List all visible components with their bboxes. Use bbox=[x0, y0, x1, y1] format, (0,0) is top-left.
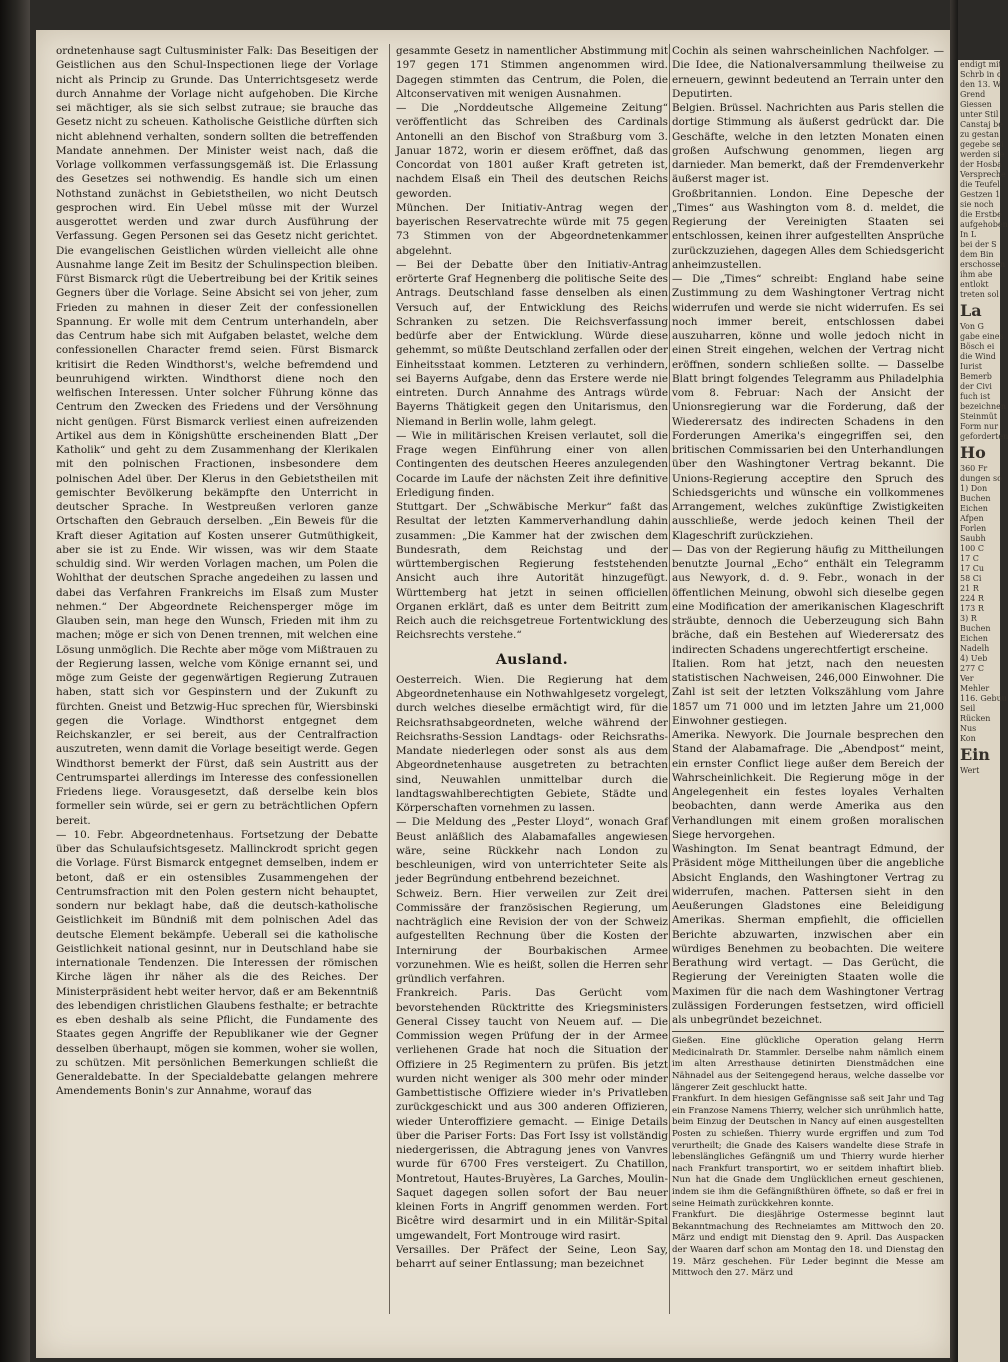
adjacent-page-edge bbox=[958, 60, 1008, 1362]
adjacent-page-fragment: Nadelh bbox=[960, 644, 990, 653]
article-paragraph: Schweiz. Bern. Hier verweilen zur Zeit drei Commissäre der französischen Regierung, um nachträglich eine Revision der von der Schweiz aufgestellten Rechnung über die Kosten der Internirung der Bourbakischen Armee vorzunehmen. Wie es heißt, sollen die Herren sehr gründlich verfahren. bbox=[396, 887, 668, 985]
adjacent-page-fragment: Gestzen 1 bbox=[960, 190, 1001, 199]
adjacent-page-fragment: Ein bbox=[960, 745, 990, 764]
adjacent-page-fragment: entlokt bbox=[960, 280, 989, 289]
article-paragraph: gesammte Gesetz in namentlicher Abstimmung mit 197 gegen 171 Stimmen angenommen wird. Dagegen stimmten das Centrum, die Polen, die Altconservativen mit wenigen Ausnahmen. bbox=[396, 45, 668, 100]
article-paragraph: — 10. Febr. Abgeordnetenhaus. Fortsetzung der Debatte über das Schulaufsichtsgesetz. Mallinckrodt spricht gegen die Vorlage. Fürst Bismarck entgegnet demselben, indem er betont, daß er ein ostensibles Zusammengehen der Centrumsfraction mit den Polen gestern nicht behauptet, sondern nur beklagt habe, daß die deutsch-katholische Geistlichkeit im Bündniß mit dem polnischen Adel das deutsche Element bekämpfe. Ueberall sei die katholische Geistlichkeit national gesinnt, nur in Deutschland habe sie internationale Tendenzen. Die Interessen der römischen Kirche lägen ihr näher als die des Reiches. Der Ministerpräsident hebt weiter hervor, daß er am Bekenntniß des lebendigen christlichen Glaubens festhalte; er betrachte es eben deshalb als seine Pflicht, die Fundamente des Staates gegen Angriffe der Republikaner wie der Gegner desselben überhaupt, mögen sie kommen, woher sie wollen, zu schützen. Mit persönlichen Bemerkungen schließt die Generaldebatte. In der Specialdebatte gelangen mehrere Amendements Bonin's zur Annahme, worauf das bbox=[56, 828, 378, 1098]
adjacent-page-fragment: Nus bbox=[960, 724, 977, 733]
column-rule bbox=[669, 44, 670, 1314]
adjacent-page-fragment: Kon bbox=[960, 734, 976, 743]
article-paragraph: — Die Meldung des „Pester Lloyd“, wonach Graf Beust anläßlich des Alabamafalles angewiesen wäre, seine Rückkehr nach London zu beschleunigen, wird von unterrichteter Seite als jeder Begründung entbehrend bezeichnet. bbox=[396, 816, 668, 886]
adjacent-page-fragment: Bemerb bbox=[960, 372, 992, 381]
adjacent-page-fragment: Buchen bbox=[960, 494, 991, 503]
adjacent-page-fragment: Bösch ei bbox=[960, 342, 995, 351]
article-paragraph: Frankreich. Paris. Das Gerücht vom bevorstehenden Rücktritte des Kriegsministers General Cissey taucht von Neuem auf. — Die Commission wegen Prüfung der in der Armee verliehenen Grade hat noch die Situation der Offiziere in 25 Regimentern zu prüfen. Bis jetzt wurden nicht weniger als 300 mehr oder minder Gambettistische Offiziere wieder in's Privatleben zurückgeschickt und aus 300 anderen Offizieren, wieder Unteroffiziere gemacht. — Einige Details über die Pariser Forts: Das Fort Issy ist vollständig niedergerissen, die Abtragung jenes von Vanvres wurde für 6700 Fres versteigert. Zu Chatillon, Montretout, Hautes-Bruyères, La Garches, Moulin-Saquet dagegen sollen sofort der Bau neuer kleinen Forts in Angriff genommen werden. Fort Bicêtre wird desarmirt und in ein Militär-Spital umgewandelt, Fort Montrouge wird rasirt. bbox=[396, 987, 668, 1242]
adjacent-page-fragment: Schrb in d bbox=[960, 70, 1002, 79]
adjacent-page-fragment: In L bbox=[960, 230, 977, 239]
article-paragraph: — Bei der Debatte über den Initiativ-Antrag erörterte Graf Hegnenberg die politische Seite des Antrags. Deutschland fasse denselben als einen Versuch auf, der Entwicklung des Reichs Schranken zu setzen. Die Reichsverfassung bedürfe aber der Entwicklung. Würde diese gehemmt, so müßte Deutschland zerfallen oder der Einheitsstaat kommen. Letzteren zu verhindern, sei Bayerns Aufgabe, denn das Erstere werde nie eintreten. Durch Annahme des Antrags würde Bayerns Thätigkeit gegen den Unitarismus, den Niemand in Berlin wolle, lahm gelegt. bbox=[396, 258, 669, 428]
adjacent-page-fragment: sie noch bbox=[960, 200, 994, 209]
local-news-item: Frankfurt. In dem hiesigen Gefängnisse saß seit Jahr und Tag ein Franzose Namens Thierry, welcher sich unrühmlich hatte, beim Einzug der Deutschen in Nancy auf einen ausgestellten Posten zu schießen. Thierry wurde ergriffen und zum Tod verurtheilt; die Gnade des Kaisers wandelte diese Strafe in lebenslängliches Gefängniß um und Thierry wurde hierher nach Frankfurt transportirt, wo er seitdem inhaftirt blieb. Nun hat die Gnade dem Unglücklichen erneut geschienen, indem sie ihm die Gefängnißthüren öffnete, so daß er frei in seine Heimath zurückkehren konnte. bbox=[672, 1094, 944, 1209]
adjacent-page-fragment: Eichen bbox=[960, 504, 988, 513]
adjacent-page-fragment: La bbox=[960, 301, 982, 320]
article-paragraph: Versailles. Der Präfect der Seine, Leon Say, beharrt auf seiner Entlassung; man bezeichnet bbox=[396, 1243, 668, 1270]
article-paragraph: — Wie in militärischen Kreisen verlautet, soll die Frage wegen Einführung einer von allen Contingenten des deutschen Heeres anzulegenden Cocarde im Laufe der nächsten Zeit ihre definitive Erledigung finden. bbox=[396, 429, 668, 499]
adjacent-page-fragment: Verspreche bbox=[960, 170, 1006, 179]
adjacent-page-fragment: unter Stil bbox=[960, 110, 999, 119]
article-paragraph: Großbritannien. London. Eine Depesche der „Times“ aus Washington vom 8. d. meldet, die Regierung der Vereinigten Staaten sei entschlossen, keinen ihrer aufgestellten Ansprüche zurückzuziehen, dagegen Alles dem Schiedsgericht anheimzustellen. bbox=[672, 187, 944, 271]
adjacent-page-fragment: Iurist bbox=[960, 362, 983, 371]
adjacent-page-fragment: 58 Ci bbox=[960, 574, 982, 583]
adjacent-page-fragment: Buchen bbox=[960, 624, 991, 633]
adjacent-page-fragment: Von G bbox=[960, 322, 984, 331]
section-divider bbox=[672, 1031, 944, 1032]
adjacent-page-fragment: Giessen bbox=[960, 100, 992, 109]
column-3 bbox=[672, 44, 944, 1319]
adjacent-page-fragment: zu gestan bbox=[960, 130, 1000, 139]
adjacent-page-fragment: Grend bbox=[960, 90, 986, 99]
article-paragraph: Amerika. Newyork. Die Journale besprechen den Stand der Alabamafrage. Die „Abendpost“ meint, ein ernster Conflict liege außer dem Bereich der Wahrscheinlichkeit. Die Regierung möge in der Angelegenheit ein festes loyales Verhalten beobachten, dann werde Amerika aus den Verhandlungen mit einem großen moralischen Siege hervorgehen. bbox=[672, 729, 944, 841]
adjacent-page-fragment: den 13. W bbox=[960, 80, 1002, 89]
adjacent-page-fragment: 100 C bbox=[960, 544, 984, 553]
adjacent-page-fragment: erschossen bbox=[960, 260, 1006, 269]
column-rule bbox=[389, 44, 390, 1314]
adjacent-page-fragment: 21 R bbox=[960, 584, 979, 593]
article-paragraph: Stuttgart. Der „Schwäbische Merkur“ faßt das Resultat der letzten Kammerverhandlung dahin zusammen: „Die Kammer hat der zwischen dem Bundesrath, dem Reichstag und der württembergischen Regierung feststehenden Ansicht auch ihre Autorität hinzugefügt. Württemberg hat jetzt in seinen officiellen Organen erklärt, daß es unter dem Beitritt zum Reich auch die reichsgetreue Fortentwicklung des Reichsrechts verstehe.“ bbox=[396, 501, 668, 642]
adjacent-page-fragment: Forlen bbox=[960, 524, 987, 533]
adjacent-page-fragment: 360 Fr bbox=[960, 464, 988, 473]
adjacent-page-fragment: Ho bbox=[960, 443, 986, 462]
adjacent-page-fragment: gabe eines bbox=[960, 332, 1004, 341]
adjacent-page-fragment: 116. Gebuu bbox=[960, 694, 1007, 703]
adjacent-page-fragment: dem Bin bbox=[960, 250, 994, 259]
adjacent-page-fragment: der Civi bbox=[960, 382, 992, 391]
adjacent-page-fragment: aufgehoben bbox=[960, 220, 1008, 229]
article-paragraph: Oesterreich. Wien. Die Regierung hat dem Abgeordnetenhause ein Nothwahlgesetz vorgelegt, durch welches dieselbe ermächtigt wird, für die Reichsrathsabgeordneten, welche während der Reichsraths-Session Landtags- oder Reichsraths-Mandate niederlegen oder sonst als aus dem Abgeordnetenhause ausgetreten zu betrachten sind, Neuwahlen unmittelbar durch die landtagswahlberechtigten Gebiete, Städte und Körperschaften vornehmen zu lassen. bbox=[396, 673, 668, 814]
article-paragraph: — Die „Norddeutsche Allgemeine Zeitung“ veröffentlicht das Schreiben des Cardinals Antonelli an den Bischof von Straßburg vom 3. Januar 1872, worin er diesem eröffnet, daß das Concordat von 1801 außer Kraft getreten ist, nachdem Elsaß ein Theil des deutschen Reichs geworden. bbox=[396, 102, 668, 200]
adjacent-page-fragment: Steinmüt bbox=[960, 412, 998, 421]
article-paragraph: München. Der Initiativ-Antrag wegen der bayerischen Reservatrechte würde mit 75 gegen 73 Stimmen von der Abgeordnetenkammer abgelehnt. bbox=[396, 201, 668, 257]
article-paragraph: — Die „Times“ schreibt: England habe seine Zustimmung zu dem Washingtoner Vertrag nicht widerrufen und werde sie nicht widerrufen. Es sei noch immer bereit, entschlossen dabei auszuharren, könne und wolle jedoch nicht in einen Streit eingehen, welchen der Vertrag nicht eröffnen, sondern schließen sollte. — Dasselbe Blatt bringt folgendes Telegramm aus Philadelphia vom 8. Februar: Nach der Ansicht der Unionsregierung war die Forderung, daß der Wiederersatz des indirecten Schadens in den Forderungen Amerika's eingegriffen sei, den britischen Commissarien bei den Unterhandlungen über den Washingtoner Vertrag bekannt. Die Unions-Regierung acceptire den Spruch des Schiedsgerichts und wünsche ein vollkommenes Arrangement, welches zukünftige Zwistigkeiten ausschließe, werde jedoch keinen Theil der Klageschrift zurückziehen. bbox=[672, 273, 944, 542]
adjacent-page-fragment: 1) Don bbox=[960, 484, 988, 493]
adjacent-page-fragment: 17 Cu bbox=[960, 564, 984, 573]
article-paragraph: Cochin als seinen wahrscheinlichen Nachfolger. — Die Idee, die Nationalversammlung theilweise zu erneuern, gewinnt bedeutend an Terrain unter den Deputirten. bbox=[672, 45, 944, 100]
adjacent-page-fragment: bezeichnen bbox=[960, 402, 1007, 411]
adjacent-page-fragment: endigt mit bbox=[960, 60, 1002, 69]
adjacent-page-fragment: 4) Ueb bbox=[960, 654, 988, 663]
book-binding bbox=[0, 0, 30, 1362]
adjacent-page-fragment: die Teufel bbox=[960, 180, 1000, 189]
local-news-item: Gießen. Eine glückliche Operation gelang Herrn Medicinalrath Dr. Stammler. Derselbe nahm nämlich einem im alten Arresthause detinirten Dienstmädchen eine Nähnadel aus der Seitengegend heraus, welche dasselbe vor längerer Zeit geschluckt hatte. bbox=[672, 1036, 944, 1093]
adjacent-page-fragment: Canstaj be bbox=[960, 120, 1004, 129]
adjacent-page-fragment: bei der S bbox=[960, 240, 997, 249]
adjacent-page-fragment: die Wind bbox=[960, 352, 996, 361]
adjacent-page-fragment: 224 R bbox=[960, 594, 984, 603]
adjacent-page-fragment: fuch ist bbox=[960, 392, 991, 401]
adjacent-page-fragment: Afpen bbox=[960, 514, 984, 523]
article-paragraph: ordnetenhause sagt Cultusminister Falk: Das Beseitigen der Geistlichen aus den Schul-Inspectionen liege der Vorlage nicht als Princip zu Grunde. Das Unterrichtsgesetz werde durch Annahme der Vorlage nicht aufgehoben. Die Kirche sei mächtiger, als sie sich selbst zutraue; sie brauche das Gesetz nicht zu scheuen. Katholische Geistliche dürften sich nicht ablehnend verhalten, sondern sollten die betreffenden Mandate annehmen. Der Minister weist nach, daß die Vorlage vollkommen verfassungsgemäß ist. Die Erlassung des Gesetzes sei nothwendig. Es handle sich um einen Nothstand zunächst in Gebietstheilen, wo nicht Deutsch gesprochen wird. Ein Uebel müsse mit der Wurzel ausgerottet werden und zwar durch Ausführung der Verfassung. Gegen Personen sei das Gesetz nicht gerichtet. Die evangelischen Geistlichen würden vielleicht alle ohne Ausnahme lange Zeit im Besitz der Schulinspection bleiben. Fürst Bismarck rügt die Uebertreibung bei der Kritik seines Gegners über die Vorlage. Seine Absicht sei von jeher, zum Frieden zu mahnen in dieser Zeit der confessionellen Spannung. Er wolle mit dem Centrum unterhandeln, aber das Centrum habe sich mit Aufgaben belastet, welche dem confessionellen Character fremd seien. Fürst Bismarck kritisirt die Reden Windthorst's, welche befremdend und beunruhigend wirkten. Windthorst diene noch den welfischen Interessen. Unter solcher Führung könne das Centrum den Zwecken des Friedens und der Versöhnung nicht genügen. Fürst Bismarck verliest einen aufreizenden Artikel aus dem in Königshütte erscheinenden Blatt „Der Katholik“ und geht zu dem Zusammenhang der Klerikalen mit den polnischen Fractionen, insbesondere dem polnischen Adel über. Der Klerus in den Gebietstheilen mit gemischter Bevölkerung bekämpfte den Unterricht in deutscher Sprache. In Westpreußen verloren ganze Ortschaften den Gebrauch derselben. „Ein Beweis für die Kraft dieser Agitation auf Kosten unserer Gutmüthigkeit, aber sie ist zu Ende. Wir wissen, was wir dem Staate schuldig sind. Wir werden Vorlagen machen, um Polen die Wohlthat der deutschen Sprache angedeihen zu lassen und dabei das Verfahren Frankreichs im Elsaß zum Muster nehmen.“ Der Abgeordnete Reichensperger möge im Glauben sein, man hege den Wunsch, Frieden mit ihm zu machen; möge er sich von Denen trennen, mit welchen eine Lösung unmöglich. Die Rechte aber möge vom Mißtrauen zu der Regierung lassen, welche vom Könige ernannt sei, und möge zum Geiste der gegenwärtigen Regierung Zutrauen haben, statt sich vor Gespinstern und der Zukunft zu fürchten. Gneist und Betzwig-Huc sprechen für, Wiersbinski gegen die Vorlage. Windthorst entgegnet dem Reichskanzler, er sei bereit, aus der Centralfraction auszutreten, wenn damit die Vorlage beseitigt werde. Gegen Windthorst bemerkt der Fürst, daß sein Austritt aus der Centrumspartei allerdings im Interesse des confessionellen Friedens liege. Vorausgesetzt, daß derselbe kein blos formeller sein würde, sei er gern zu beträchtlichen Opfern bereit. bbox=[56, 45, 378, 827]
adjacent-page-fragment: Eichen bbox=[960, 634, 988, 643]
adjacent-page-fragment: Seil bbox=[960, 704, 976, 713]
adjacent-page-fragment: 277 C bbox=[960, 664, 984, 673]
adjacent-page-fragment: 173 R bbox=[960, 604, 984, 613]
adjacent-page-fragment: Wert bbox=[960, 766, 980, 775]
adjacent-page-fragment: gegebe sei bbox=[960, 140, 1004, 149]
column-2 bbox=[396, 44, 668, 1319]
page-gutter bbox=[950, 0, 958, 1362]
adjacent-page-fragment: werden sie bbox=[960, 150, 1005, 159]
adjacent-page-fragment: 3) R bbox=[960, 614, 977, 623]
adjacent-page-fragment: Ver bbox=[960, 674, 974, 683]
adjacent-page-fragment: Rücken bbox=[960, 714, 991, 723]
adjacent-page-fragment: ihm abe bbox=[960, 270, 993, 279]
article-paragraph: Italien. Rom hat jetzt, nach den neuesten statistischen Nachweisen, 246,000 Einwohner. Die Zahl ist seit der letzten Volkszählung vom Jahre 1857 um 71 000 und im letzten Jahre um 21,000 Einwohner gestiegen. bbox=[672, 657, 944, 727]
local-news-block bbox=[672, 1036, 944, 1279]
article-paragraph: Belgien. Brüssel. Nachrichten aus Paris stellen die dortige Stimmung als äußerst gedrückt dar. Die Geschäfte, welche in den letzten Monaten einen großen Aufschwung genommen, liegen arg darnieder. Man bemerkt, daß der Fremdenverkehr äußerst mager ist. bbox=[672, 102, 944, 186]
local-news-item: Frankfurt. Die diesjährige Ostermesse beginnt laut Bekanntmachung des Rechneiamtes am Mittwoch den 20. März und endigt mit Dienstag den 9. April. Das Auspacken der Waaren darf schon am Montag den 18. und Dienstag den 19. März geschehen. Für Leder beginnt die Messe am Mittwoch den 27. März und bbox=[672, 1210, 944, 1279]
adjacent-page-fragment: die Erstbe bbox=[960, 210, 1002, 219]
adjacent-page-fragment: der Hosba bbox=[960, 160, 1003, 169]
article-paragraph: — Das von der Regierung häufig zu Mittheilungen benutzte Journal „Echo“ enthält ein Telegramm aus Newyork, d. d. 9. Febr., wonach in der öffentlichen Meinung, obwohl sich dieselbe gegen eine Modification der amerikanischen Klageschrift sträubte, dennoch die Ueberzeugung sich Bahn bräche, daß ein Bestehen auf Wiederersatz des indirecten Schadens ungerechtfertigt erscheine. bbox=[672, 543, 944, 656]
article-paragraph: Washington. Im Senat beantragt Edmund, der Präsident möge Mittheilungen über die angebliche Absicht Englands, den Washingtoner Vertrag zu widerrufen, machen. Pattersen sieht in den Aeußerungen Gladstones eine Beleidigung Amerikas. Sherman empfiehlt, die officiellen Berichte abzuwarten, inzwischen aber ein würdiges Benehmen zu beobachten. Die weitere Berathung wird vertagt. — Das Gerücht, die Regierung der Vereinigten Staaten wolle die Maximen für die nach dem Washingtoner Vertrag zulässigen Forderungen festsetzen, wird officiell als unbegründet bezeichnet. bbox=[672, 843, 944, 1026]
section-heading: Ausland. bbox=[495, 651, 569, 668]
adjacent-page-fragment: Form nur bbox=[960, 422, 999, 431]
adjacent-page-fragment: 17 C bbox=[960, 554, 979, 563]
column-1 bbox=[56, 44, 378, 1319]
adjacent-page-fragment: treten sol bbox=[960, 290, 999, 299]
adjacent-page-fragment: dungen so bbox=[960, 474, 1002, 483]
adjacent-page-fragment: Mehler bbox=[960, 684, 990, 693]
adjacent-page-fragment: Saubh bbox=[960, 534, 986, 543]
adjacent-page-fragment: geforderten bbox=[960, 432, 1008, 441]
